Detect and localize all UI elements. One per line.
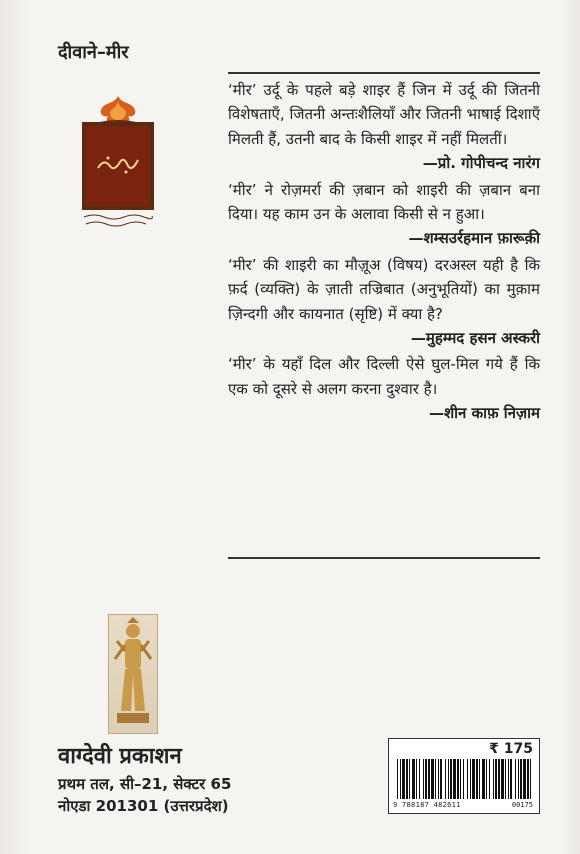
quote-author: —शीन काफ़ निज़ाम <box>428 404 540 423</box>
top-divider <box>228 72 540 74</box>
publisher-name: वाग्देवी प्रकाशन <box>58 744 182 769</box>
publisher-address-2: नोएडा 201301 (उत्तरप्रदेश) <box>58 797 229 815</box>
publisher-logo-statue-icon <box>108 614 158 734</box>
quote-text: ‘मीर’ के यहाँ दिल और दिल्ली ऐसे घुल-मिल गये हैं कि एक को दूसरे से अलग करना दुश्वार है। <box>228 355 540 398</box>
quote-text: ‘मीर’ की शाइरी का मौज़ूअ (विषय) दरअस्ल यही है कि फ़र्द (व्यक्ति) के ज़ाती तज्रिबात (अनुभूतियों) का मुक़ाम ज़िन्दगी और कायनात (सृष्टि) में क्या है? <box>228 255 540 323</box>
isbn-digits: 9 788187 482611 <box>393 801 461 809</box>
quotes-section <box>228 78 540 428</box>
bottom-divider <box>228 557 540 559</box>
urdu-calligraphy-icon <box>94 152 142 176</box>
cover-frame <box>82 122 154 210</box>
quote-text: ‘मीर’ उर्दू के पहले बड़े शाइर हैं जिन में उर्दू की जितनी विशेषताएँ, जितनी अन्तःशैलियाँ और जितनी भाषाई दिशाएँ मिलती हैं, उतनी बाद के किसी शाइर में नहीं मिलतीं। <box>228 81 540 148</box>
cover-thumbnail-image <box>78 94 158 228</box>
isbn-addon: 00175 <box>511 801 533 809</box>
quote-author: —मुहम्मद हसन अस्करी <box>410 329 540 348</box>
price-label: ₹ 175 <box>489 741 533 757</box>
goddess-figure-icon <box>109 615 157 733</box>
quote-text: ‘मीर’ ने रोज़मर्रा की ज़बान को शाइरी की ज़बान बना दिया। यह काम उन के अलावा किसी से न हुआ। <box>228 180 540 224</box>
publisher-address-1: प्रथम तल, सी–21, सेक्टर 65 <box>58 775 232 793</box>
publisher-block <box>58 740 231 818</box>
barcode-box <box>388 738 540 814</box>
barcode-icon <box>395 759 535 799</box>
urdu-subtitle-icon <box>80 212 156 228</box>
quote-author: —प्रो. गोपीचन्द नारंग <box>422 154 540 173</box>
quote-author: —शम्सउर्रहमान फ़ारूक़ी <box>408 229 540 248</box>
book-title: दीवाने–मीर <box>58 42 129 63</box>
